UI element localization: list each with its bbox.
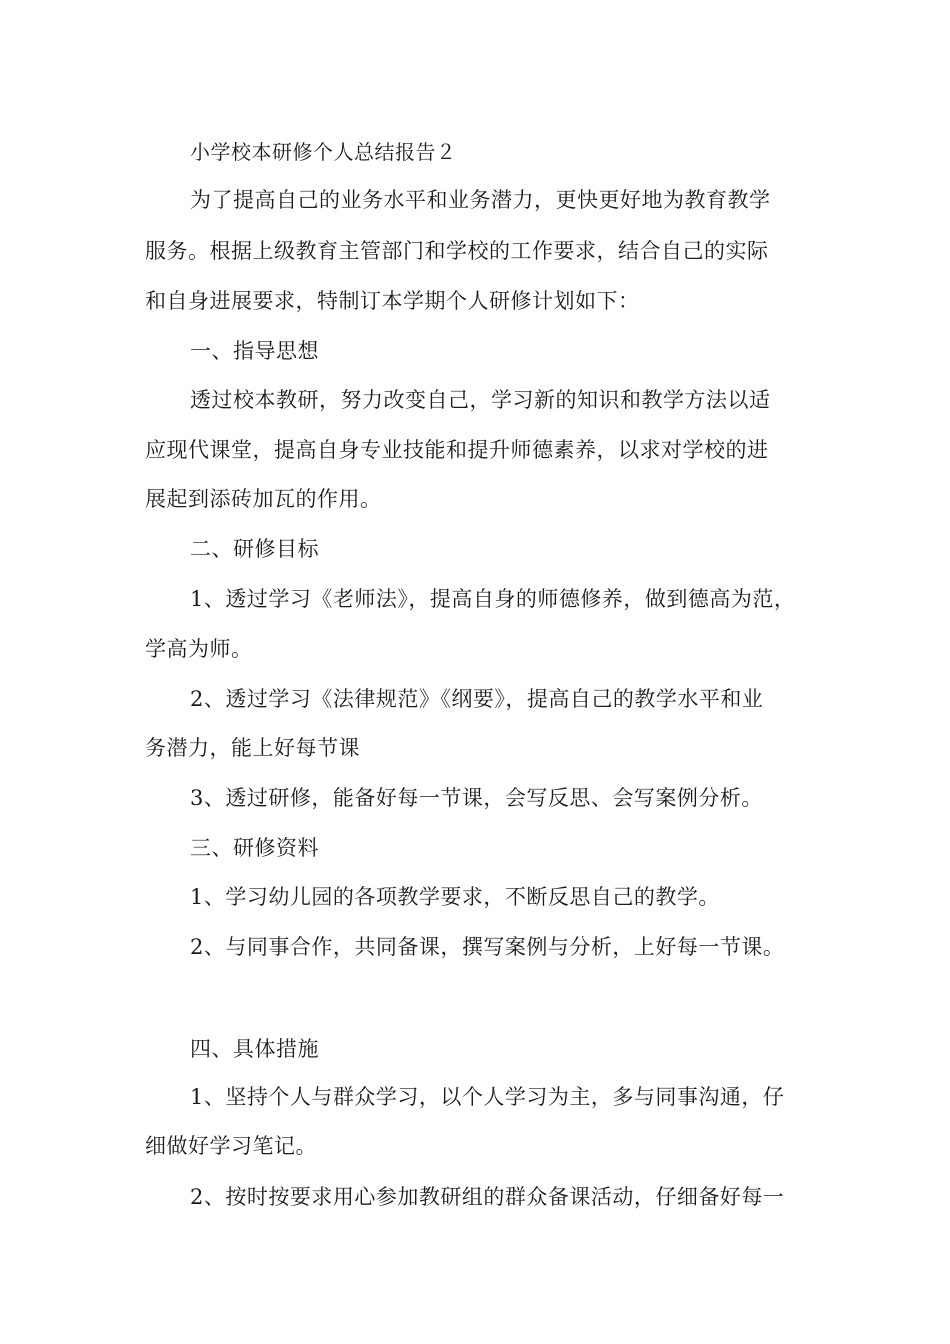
section-heading: 四、具体措施 xyxy=(190,1037,319,1061)
paragraph-line: 3、透过研修，能备好每一节课，会写反思、会写案例分析。 xyxy=(190,786,763,810)
section-heading: 三、研修资料 xyxy=(190,836,319,860)
paragraph-line: 务潜力，能上好每节课 xyxy=(145,736,360,760)
paragraph-line: 2、按时按要求用心参加教研组的群众备课活动，仔细备好每一 xyxy=(190,1185,785,1209)
section-heading: 一、指导思想 xyxy=(190,339,319,363)
paragraph-line: 1、透过学习《老师法》，提高自身的师德修养，做到德高为范， xyxy=(190,587,796,611)
document-title: 小学校本研修个人总结报告２ xyxy=(190,140,457,164)
paragraph-line: 为了提高自己的业务水平和业务潜力，更快更好地为教育教学 xyxy=(190,188,771,212)
section-heading: 二、研修目标 xyxy=(190,537,319,561)
paragraph-line: 和自身进展要求，特制订本学期个人研修计划如下： xyxy=(145,289,640,313)
paragraph-line: 2、与同事合作，共同备课，撰写案例与分析，上好每一节课。 xyxy=(190,935,785,959)
paragraph-line: 学高为师。 xyxy=(145,637,253,661)
paragraph-line: 1、坚持个人与群众学习，以个人学习为主，多与同事沟通，仔 xyxy=(190,1085,785,1109)
paragraph-line: 应现代课堂，提高自身专业技能和提升师德素养，以求对学校的进 xyxy=(145,438,769,462)
paragraph-line: 展起到添砖加瓦的作用。 xyxy=(145,487,382,511)
paragraph-line: 2、透过学习《法律规范》《纲要》，提高自己的教学水平和业 xyxy=(190,687,764,711)
paragraph-line: 透过校本教研，努力改变自己，学习新的知识和教学方法以适 xyxy=(190,388,771,412)
paragraph-line: 1、学习幼儿园的各项教学要求，不断反思自己的教学。 xyxy=(190,885,720,909)
paragraph-line: 服务。根据上级教育主管部门和学校的工作要求，结合自己的实际 xyxy=(145,239,769,263)
paragraph-line: 细做好学习笔记。 xyxy=(145,1134,317,1158)
